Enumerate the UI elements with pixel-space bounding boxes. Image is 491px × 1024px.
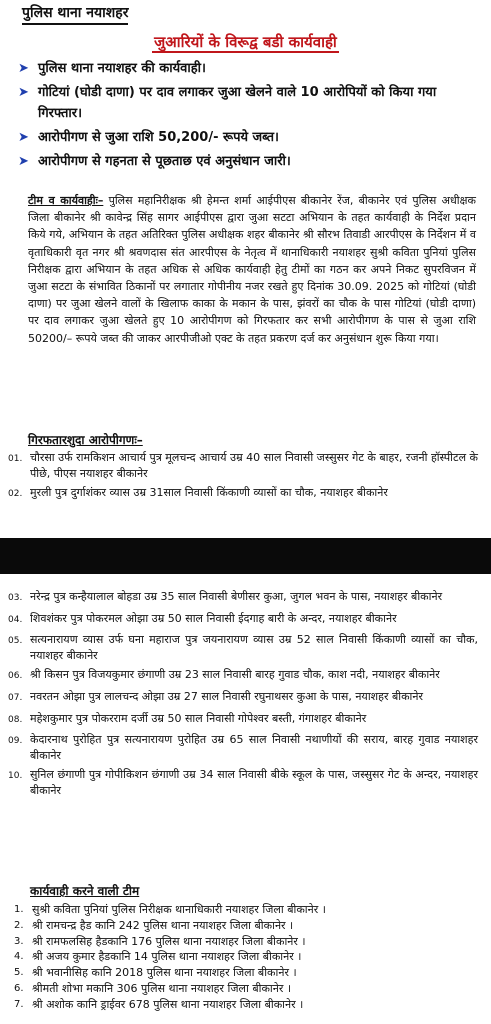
description-text: पुलिस महानिरीक्षक श्री हेमन्त शर्मा आईपीएस बीकानेर रेंज, बीकानेर एवं पुलिस अधीक्षक जिला बीकानेर श्री कावेन्द्र सिंह सागर आईपीएस द्वारा जुआ सटटा अभियान के तहत कार्यवाही के निर्देश प्रदान किये गये, अभियान के तहत अतिरिक्त पुलिस अधीक्षक शहर बीकानेर श्री सौरभ तिवाडी आरपीएस के निर्देशन में व वृताधिकारी वृत नगर श्री श्रवणदास संत आरपीएस के नेतृत्व में थानाधिकारी नयाशहर सुश्री कविता पुनियां पुलिस निरीक्षक द्वारा अभियान के तहत अधिक से अधिक कार्यवाही हेतु टीमों का गठन कर अपने निकट सुपरविजन में जुआ सटटा के संभावित ठिकानों पर लगातार गोपीनीय नजर रखते हुए दिनांक 30.09. 2025 को गोटियां (घोडी दाणा) पर जुआ खेलने वालों के खिलाफ काका के मकान के पास, झंवरों का चौक के पास गोटियां (घोडी दाणा) पर दाव लगाकर जुआ खेलते हुए 10 आरोपीगण को गिरफतार कर सभी आरोपीगण के पास से जुआ राशि 50200/– रूपये जब्त की जाकर आरपीजीओ एक्ट के तहत प्रकरण दर्ज कर अनुसंधान शुरू किया गया। [28,194,476,345]
list-item [8,732,478,763]
list-item [8,667,478,685]
list-item [14,902,474,918]
item-number: 09. [8,736,23,747]
item-number: 07. [8,692,23,703]
item-number: 01. [8,454,23,464]
item-number: 10. [8,771,23,782]
item-text: श्रीमती शोभा मकानि 306 पुलिस थाना नयाशहर जिला बीकानेर । [32,981,292,995]
item-number: 3. [14,935,24,947]
list-item [14,918,474,934]
highlight-text: पुलिस थाना नयाशहर की कार्यवाही। [38,61,206,76]
highlight-item [18,127,478,148]
item-text: सुनिल छंगाणी पुत्र गोपीकिशन छंगाणी उम्र 34 साल निवासी बीके स्कूल के पास, जस्सुसर गेट के अन्दर, नयाशहर बीकानेर [30,768,478,797]
item-text: शिवशंकर पुत्र पोकरमल ओझा उम्र 50 साल निवासी ईदगाह बारी के अन्दर, नयाशहर बीकानेर [30,611,397,625]
list-item [8,632,478,663]
highlight-item [18,151,478,172]
list-item [14,965,474,981]
highlight-text: गोटियां (घोडी दाणा) पर दाव लगाकर जुआ खेलने वाले 10 आरोपियों को किया गया गिरफ्तार। [38,85,437,121]
list-item [14,934,474,950]
item-number: 4. [14,951,24,963]
item-number: 05. [8,636,23,647]
arrested-list-part2 [8,589,478,803]
list-item [14,981,474,997]
highlights-list [18,58,478,175]
list-item [8,767,478,798]
description-paragraph [28,192,476,347]
item-text: श्री भवानीसिह कानि 2018 पुलिस थाना नयाशहर जिला बीकानेर । [32,966,297,980]
list-item [8,589,478,607]
item-text: श्री अजय कुमार हैडकानि 14 पुलिस थाना नयाशहर जिला बीकानेर । [32,950,302,964]
arrow-right-icon: ➤ [18,85,29,100]
item-text: श्री रामफलसिह हैडकानि 176 पुलिस थाना नयाशहर जिला बीकानेर । [32,934,306,948]
item-number: 04. [8,614,23,625]
item-number: 08. [8,714,23,725]
item-number: 1. [14,904,24,915]
item-number: 2. [14,919,24,931]
highlight-text: आरोपीगण से गहनता से पूछताछ एवं अनुसंधान जारी। [38,154,291,169]
list-item [14,949,474,965]
item-number: 06. [8,671,23,682]
item-text: केदारनाथ पुरोहित पुत्र सत्यनारायण पुरोहित उम्र 65 साल निवासी नथाणीयों की सराय, बारह गुवाड नयाशहर बीकानेर [30,733,478,762]
item-text: मुरली पुत्र दुर्गाशंकर व्यास उम्र 31साल निवासी किंकाणी व्यासों का चौक, नयाशहर बीकानेर [30,486,388,500]
highlight-text: आरोपीगण से जुआ राशि 50,200/- रूपये जब्त। [38,130,279,145]
separator-band [0,538,491,574]
item-text: नरेन्द्र पुत्र कन्हैयालाल बोहडा उम्र 35 साल निवासी बेणीसर कुआ, जुगल भवन के पास, नयाशहर बीकानेर [30,590,443,603]
highlight-item [18,58,478,79]
description-lead: टीम व कार्यवाहीः– [28,194,104,207]
item-text: महेशकुमार पुत्र पोकरराम दर्जी उम्र 50 साल निवासी गोपेश्वर बस्ती, गंगाशहर बीकानेर [30,711,367,725]
list-item [14,997,474,1013]
arrested-section-title: गिरफतारशुदा आरोपीगणः– [28,433,143,447]
arrested-list-part1 [8,450,478,507]
list-item [8,689,478,707]
arrow-right-icon: ➤ [18,130,29,145]
item-number: 5. [14,967,24,979]
item-text: सत्यनारायण व्यास उर्फ घना महाराज पुत्र जयनारायण व्यास उम्र 52 साल निवासी किंकाणी व्यासों का चौक, नयाशहर बीकानेर [30,633,478,662]
list-item [8,450,478,481]
list-item [8,485,478,503]
list-item [8,611,478,629]
item-number: 03. [8,593,23,603]
highlight-item [18,82,478,124]
item-text: श्री अशोक कानि ड्राईवर 678 पुलिस थाना नयाशहर जिला बीकानेर । [32,997,304,1011]
item-text: श्री रामचन्द्र हैड कानि 242 पुलिस थाना नयाशहर जिला बीकानेर । [32,918,294,932]
team-list [14,902,474,1013]
item-number: 02. [8,489,23,500]
item-text: श्री किसन पुत्र विजयकुमार छंगाणी उम्र 23 साल निवासी बारह गुवाड चौक, काश नदी, नयाशहर बीकानेर [30,668,440,682]
station-title: पुलिस थाना नयाशहर [22,4,128,25]
team-section-title: कार्यवाही करने वाली टीम [30,884,140,898]
arrow-right-icon: ➤ [18,61,29,76]
item-number: 6. [14,982,24,994]
list-item [8,711,478,729]
item-number: 7. [14,998,24,1010]
item-text: नवरतन ओझा पुत्र लालचन्द ओझा उम्र 27 साल निवासी रघुनाथसर कुआ के पास, नयाशहर बीकानेर [30,689,424,703]
headline [0,32,491,52]
headline-text: जुआरियों के विरूद्व बडी कार्यवाही [154,33,337,51]
arrow-right-icon: ➤ [18,154,29,169]
item-text: सुश्री कविता पुनियां पुलिस निरीक्षक थानाधिकारी नयाशहर जिला बीकानेर । [32,903,326,916]
item-text: चौरसा उर्फ रामकिशन आचार्य पुत्र मूलचन्द आचार्य उम्र 40 साल निवासी जस्सुसर गेट के बाहर, रजनी हॉस्पीटल के पीछे, पीएस नयाशहर बीकानेर [30,451,478,480]
